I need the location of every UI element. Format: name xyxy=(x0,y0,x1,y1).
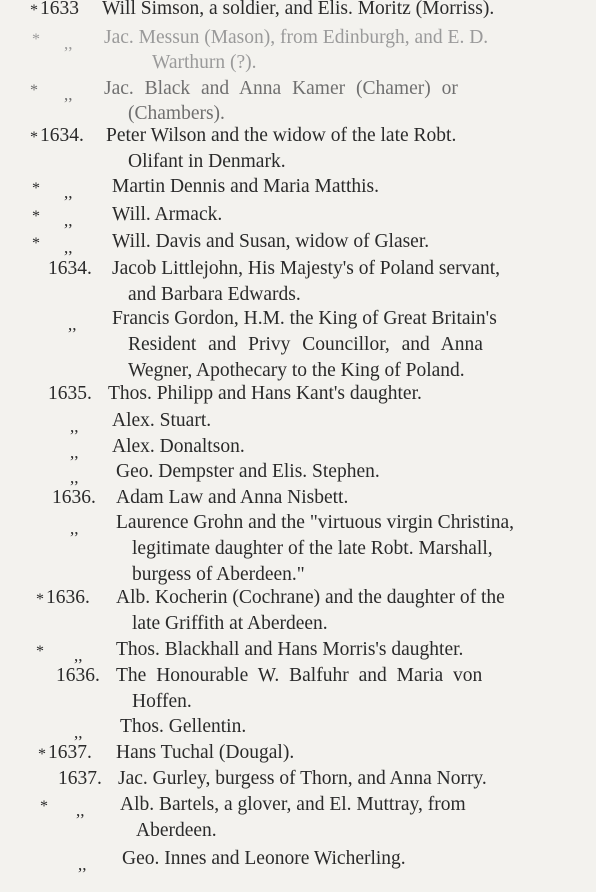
asterisk-marker: * xyxy=(30,82,38,99)
ditto-mark: ,, xyxy=(64,183,73,202)
ditto-mark: ,, xyxy=(70,443,79,462)
ditto-mark: ,, xyxy=(70,417,79,436)
ditto-mark: ,, xyxy=(74,646,83,665)
asterisk-marker: * xyxy=(32,235,40,252)
entry-text-continued: legitimate daughter of the late Robt. Marshall, xyxy=(132,538,493,559)
ditto-mark: ,, xyxy=(64,211,73,230)
entry-text: Will. Armack. xyxy=(112,204,223,225)
entry-text: Jacob Littlejohn, His Majesty's of Poland servant, xyxy=(112,258,501,279)
asterisk-marker: * xyxy=(40,798,48,815)
entry-text: Thos. Gellentin. xyxy=(120,716,247,737)
entry-text: Laurence Grohn and the "virtuous virgin Christina, xyxy=(116,512,515,533)
entry-text-continued: Warthurn (?). xyxy=(152,52,257,73)
asterisk-marker: * xyxy=(32,180,40,197)
entry-year: 1636. xyxy=(46,587,90,608)
entry-text: Jac. Messun (Mason), from Edinburgh, and E. D. xyxy=(104,27,489,48)
entry-text-continued: Aberdeen. xyxy=(136,820,217,841)
asterisk-marker: * xyxy=(30,2,38,19)
ditto-mark: ,, xyxy=(64,85,73,104)
entry-text: Alb. Kocherin (Cochrane) and the daughter of the xyxy=(116,587,505,608)
entry-year: 1634. xyxy=(40,125,84,146)
entry-text: Will. Davis and Susan, widow of Glaser. xyxy=(112,231,430,252)
entry-text: Thos. Philipp and Hans Kant's daughter. xyxy=(108,383,422,404)
entry-text: Martin Dennis and Maria Matthis. xyxy=(112,176,379,197)
entry-year: 1635. xyxy=(48,383,92,404)
asterisk-marker: * xyxy=(32,31,40,48)
entry-text: Adam Law and Anna Nisbett. xyxy=(116,487,349,508)
entry-text-continued: Olifant in Denmark. xyxy=(128,151,286,172)
ditto-mark: ,, xyxy=(64,238,73,257)
entry-year: 1636. xyxy=(56,665,100,686)
entry-text-continued: late Griffith at Aberdeen. xyxy=(132,613,328,634)
entry-text: Alex. Stuart. xyxy=(112,410,212,431)
entry-text-continued: Resident and Privy Councillor, and Anna xyxy=(128,334,483,355)
entry-text: Jac. Black and Anna Kamer (Chamer) or xyxy=(104,78,458,99)
entry-text: Alb. Bartels, a glover, and El. Muttray, from xyxy=(120,794,466,815)
asterisk-marker: * xyxy=(36,591,44,608)
entry-text-continued: Hoffen. xyxy=(132,691,192,712)
entry-text: Thos. Blackhall and Hans Morris's daughter. xyxy=(116,639,464,660)
entry-text: Geo. Innes and Leonore Wicherling. xyxy=(122,848,406,869)
asterisk-marker: * xyxy=(36,643,44,660)
entry-text: Hans Tuchal (Dougal). xyxy=(116,742,295,763)
entry-text: Geo. Dempster and Elis. Stephen. xyxy=(116,461,380,482)
entry-text-continued: burgess of Aberdeen." xyxy=(132,564,305,585)
asterisk-marker: * xyxy=(30,129,38,146)
entry-text: The Honourable W. Balfuhr and Maria von xyxy=(116,665,483,686)
entry-text: Will Simson, a soldier, and Elis. Moritz (Morriss). xyxy=(102,0,495,19)
entry-text: Jac. Gurley, burgess of Thorn, and Anna Norry. xyxy=(118,768,487,789)
entry-year: 1637. xyxy=(48,742,92,763)
entry-text: Francis Gordon, H.M. the King of Great Britain's xyxy=(112,308,497,329)
entry-text-continued: and Barbara Edwards. xyxy=(128,284,301,305)
entry-year: 1637. xyxy=(58,768,102,789)
ditto-mark: ,, xyxy=(78,855,87,874)
entry-text-continued: (Chambers). xyxy=(128,103,225,124)
ditto-mark: ,, xyxy=(70,468,79,487)
ditto-mark: ,, xyxy=(76,801,85,820)
asterisk-marker: * xyxy=(38,746,46,763)
entry-text: Peter Wilson and the widow of the late Robt. xyxy=(106,125,457,146)
ditto-mark: ,, xyxy=(70,519,79,538)
entry-year: 1636. xyxy=(52,487,96,508)
entry-text-continued: Wegner, Apothecary to the King of Poland. xyxy=(128,360,465,381)
ditto-mark: ,, xyxy=(64,34,73,53)
ditto-mark: ,, xyxy=(74,723,83,742)
entry-year: 1634. xyxy=(48,258,92,279)
ditto-mark: ,, xyxy=(68,315,77,334)
entry-text: Alex. Donaltson. xyxy=(112,436,245,457)
entry-year: 1633 xyxy=(40,0,79,19)
asterisk-marker: * xyxy=(32,208,40,225)
